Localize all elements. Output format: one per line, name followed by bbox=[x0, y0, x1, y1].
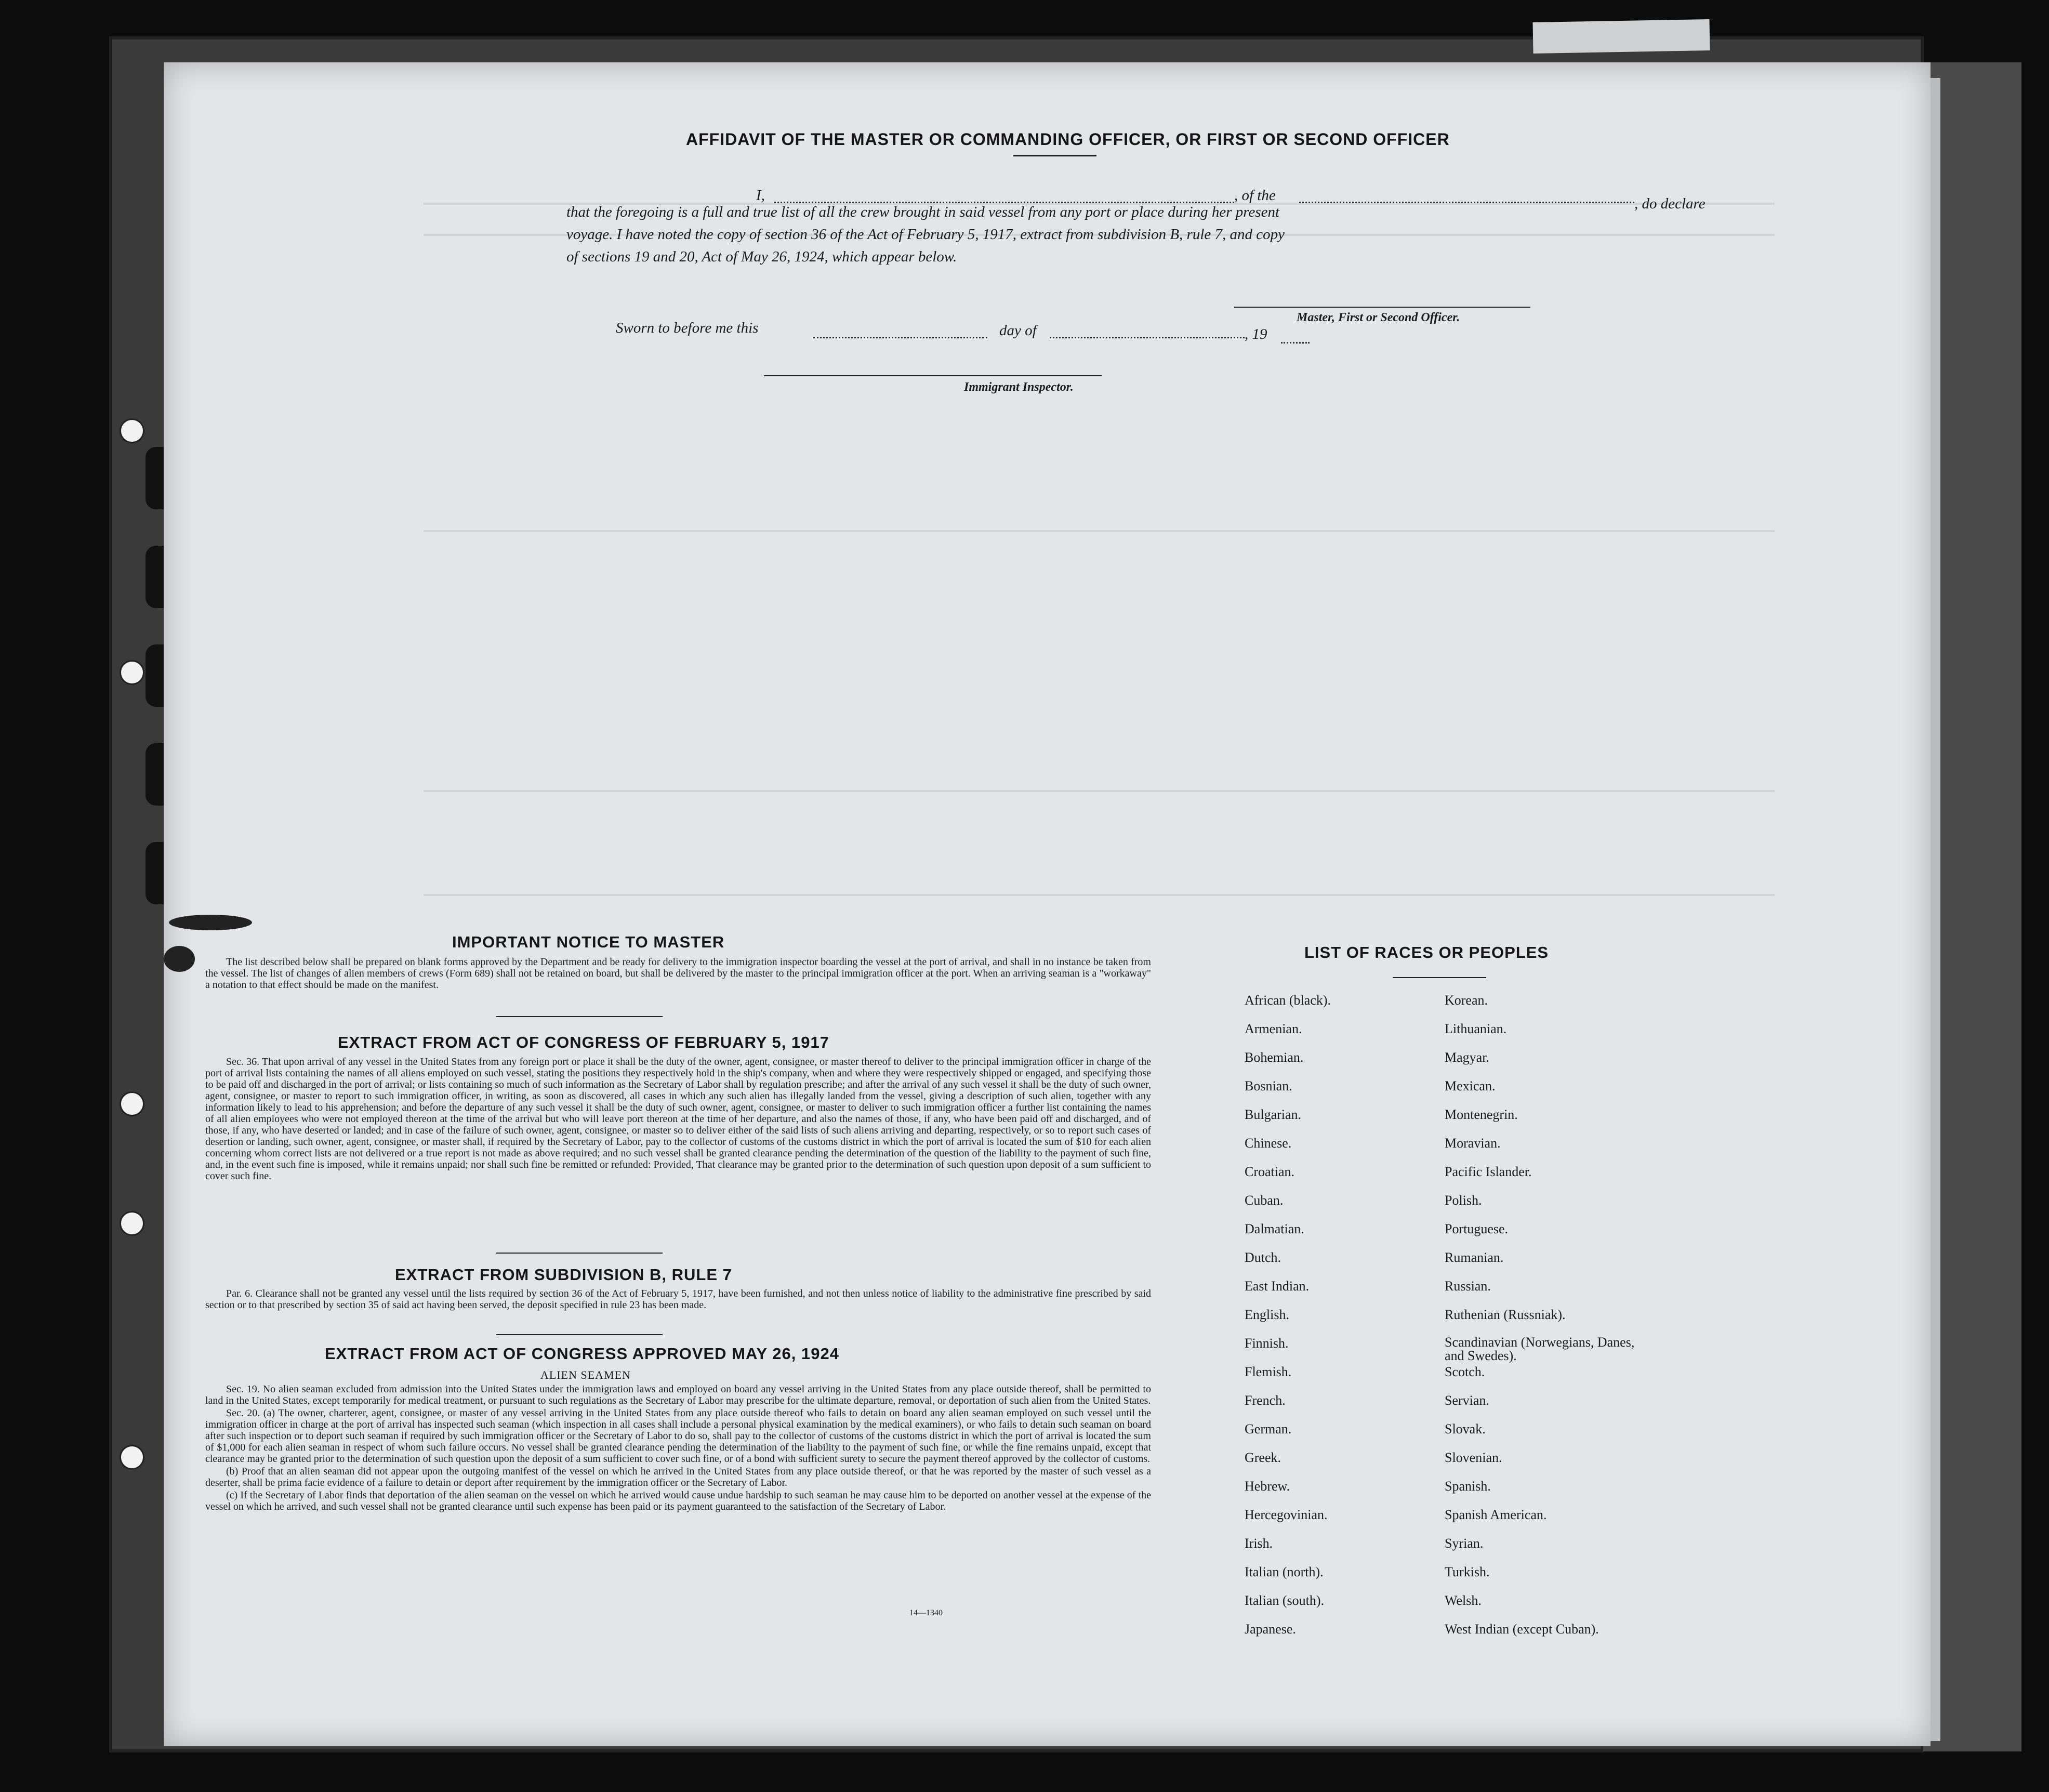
list-item: German. bbox=[1245, 1421, 1292, 1437]
affidavit-line-3: voyage. I have noted the copy of section 36 of the Act of February 5, 1917, extract from subdivision B, rule 7, and copy bbox=[566, 226, 1285, 243]
affidavit-of-the: , of the bbox=[1234, 187, 1276, 204]
list-item: Russian. bbox=[1445, 1279, 1491, 1294]
extract-1924-text: Sec. 19. No alien seaman excluded from admission into the United States under the immigration laws and employed on board any vessel arriving in the United States from any place outside thereof, shall be permitted to land in the United States, except temporarily for medical treatment, or pursuant to such regulations as the Secretary of Labor may prescribe for the ultimate departure, removal, or deportation of such alien from the United States. Sec. 20. (a) The owner, charterer, agent, consignee, or master of any vessel arriving in the United States from any place outside thereof who fails to detain on board any alien seaman employed on such vessel until the immigration officer in charge at the port of arrival has inspected such seaman (which inspection in all cases shall include a personal physical examination by the medical examiners), or who fails to detain such seaman on board after such inspection or to deport such seaman if required by such immigration officer or the Secretary of Labor to do so, shall pay to the collector of customs of the customs district in which the port of arrival is located the sum of $1,000 for each alien seaman in respect of whom such failure occurs. No vessel shall be granted clearance pending the determination of the liability to the payment of such fine, or while the fine remains unpaid, except that clearance may be granted prior to the determination of such question upon the deposit of a sum sufficient to cover such fine, or of a bond with sufficient surety to secure the payment thereof approved by the collector of customs. (b) Proof that an alien seaman did not appear upon the outgoing manifest of the vessel on which he arrived in the United States from any place outside thereof, or that he was reported by the master of such vessel as a deserter, shall be prima facie evidence of a failure to detain or deport after requirement by the immigration officer or the Secretary of Labor. (c) If the Secretary of Labor finds that deportation of the alien seaman on the vessel on which he arrived would cause undue hardship to such seaman he may cause him to be deported on another vessel at the expense of the vessel on which he arrived, and such vessel shall not be granted clearance until such expense has been paid or its payment guaranteed to the satisfaction of the Secretary of Labor. bbox=[205, 1383, 1151, 1512]
list-item: Dutch. bbox=[1245, 1250, 1281, 1265]
list-item: Rumanian. bbox=[1445, 1250, 1504, 1265]
list-item: Turkish. bbox=[1445, 1564, 1490, 1579]
list-item: Spanish. bbox=[1445, 1479, 1491, 1494]
sworn-month-blank[interactable] bbox=[1050, 337, 1245, 338]
list-item: English. bbox=[1245, 1307, 1289, 1322]
list-item: Spanish American. bbox=[1445, 1507, 1547, 1522]
list-item: East Indian. bbox=[1245, 1279, 1310, 1294]
list-item: Dalmatian. bbox=[1245, 1221, 1304, 1236]
punch-hole bbox=[120, 418, 144, 443]
affidavit-line-2: that the foregoing is a full and true list of all the crew brought in said vessel from any port or place during her present bbox=[566, 204, 1280, 220]
list-item: Bohemian. bbox=[1245, 1050, 1304, 1065]
list-item: African (black). bbox=[1245, 993, 1331, 1008]
races-column-2 bbox=[1445, 993, 1663, 1650]
name-blank[interactable] bbox=[774, 202, 1234, 203]
year-label: , 19 bbox=[1245, 326, 1267, 342]
alien-seamen-subtitle: ALIEN SEAMEN bbox=[540, 1368, 631, 1381]
inspector-signature-line[interactable] bbox=[764, 375, 1102, 376]
master-signature-label: Master, First or Second Officer. bbox=[1297, 311, 1460, 324]
list-item: Italian (south). bbox=[1245, 1593, 1325, 1608]
sworn-day-blank[interactable] bbox=[813, 337, 987, 338]
sworn-label: Sworn to before me this bbox=[616, 320, 759, 336]
divider bbox=[496, 1253, 663, 1254]
list-item: Moravian. bbox=[1445, 1136, 1501, 1151]
document-page bbox=[164, 62, 1931, 1746]
list-item: Lithuanian. bbox=[1445, 1021, 1507, 1036]
notice-title: IMPORTANT NOTICE TO MASTER bbox=[452, 933, 725, 951]
title-underline bbox=[1013, 155, 1096, 156]
divider bbox=[496, 1016, 663, 1017]
list-item: Slovak. bbox=[1445, 1421, 1486, 1437]
list-item: Japanese. bbox=[1245, 1622, 1296, 1637]
list-item: Greek. bbox=[1245, 1450, 1281, 1465]
list-item: Hercegovinian. bbox=[1245, 1507, 1328, 1522]
punch-hole bbox=[120, 1091, 144, 1116]
list-item: Magyar. bbox=[1445, 1050, 1489, 1065]
list-item: Hebrew. bbox=[1245, 1479, 1290, 1494]
vessel-blank[interactable] bbox=[1299, 202, 1634, 203]
list-item: Finnish. bbox=[1245, 1336, 1289, 1351]
list-item: Portuguese. bbox=[1445, 1221, 1509, 1236]
list-item: Croatian. bbox=[1245, 1164, 1295, 1179]
extract-rule7-title: EXTRACT FROM SUBDIVISION B, RULE 7 bbox=[395, 1266, 732, 1284]
list-item: Scandinavian (Norwegians, Danes, and Swedes). bbox=[1445, 1335, 1635, 1363]
affidavit-do-declare: , do declare bbox=[1634, 195, 1706, 212]
master-signature-line[interactable] bbox=[1234, 307, 1530, 308]
list-item: Slovenian. bbox=[1445, 1450, 1502, 1465]
punch-hole bbox=[120, 1211, 144, 1236]
races-column-1 bbox=[1245, 993, 1331, 1650]
extract-1917-text: Sec. 36. That upon arrival of any vessel in the United States from any foreign port or place it shall be the duty of the owner, agent, consignee, or master thereof to deliver to the principal immigration officer in charge of the port of arrival lists containing the names of all aliens employed on such vessel, stating the positions they respectively hold in the ship's company, when and where they were respectively shipped or engaged, and specifying those to be paid off and discharged in the port of arrival; or lists containing so much of such information as the Secretary of Labor shall by regulation prescribe; and after the arrival of any such vessel it shall be the duty of such owner, agent, consignee, or master to report to such immigration officer, in writing, as soon as discovered, all cases in which any such alien has illegally landed from the vessel, giving a description of such alien, together with any information likely to lead to his apprehension; and before the departure of any such vessel it shall be the duty of such owner, agent, consignee, or master to deliver to such immigration officer a further list containing the names of all alien employees who were not employed thereon at the time of the arrival but who will leave port thereon at the time of her departure, and also the names of those, if any, who have been paid off and discharged, and of those, if any, who have deserted or landed; and in case of the failure of such owner, agent, consignee, or master so to deliver either of the said lists of such aliens arriving and departing, respectively, or so to report such cases of desertion or landing, such owner, agent, consignee, or master shall, if required by the Secretary of Labor, pay to the collector of customs of the customs district in which the port of arrival is located the sum of $10 for each alien concerning whom correct lists are not delivered or a true report is not made as above required; and no such vessel shall be granted clearance pending the determination of the question of the liability to the payment of such fine, and, in the event such fine is imposed, while it remains unpaid; nor shall such fine be remitted or refunded: Provided, That clearance may be granted prior to the determination of such question upon deposit of a sum sufficient to cover such fine. bbox=[205, 1056, 1151, 1182]
divider bbox=[496, 1334, 663, 1335]
list-item: Cuban. bbox=[1245, 1193, 1284, 1208]
list-item: French. bbox=[1245, 1393, 1286, 1408]
races-title: LIST OF RACES OR PEOPLES bbox=[1304, 943, 1549, 961]
list-item: Flemish. bbox=[1245, 1364, 1292, 1379]
list-item: Servian. bbox=[1445, 1393, 1489, 1408]
list-item: Scotch. bbox=[1445, 1364, 1485, 1379]
punch-hole bbox=[120, 1445, 144, 1470]
list-item: Bulgarian. bbox=[1245, 1107, 1302, 1122]
list-item: Welsh. bbox=[1445, 1593, 1482, 1608]
divider bbox=[1393, 977, 1486, 978]
list-item: Bosnian. bbox=[1245, 1078, 1292, 1093]
list-item: Ruthenian (Russniak). bbox=[1445, 1307, 1566, 1322]
list-item: Irish. bbox=[1245, 1536, 1273, 1551]
list-item: Korean. bbox=[1445, 993, 1488, 1008]
year-blank[interactable] bbox=[1281, 342, 1310, 344]
torn-paper-strip bbox=[1533, 19, 1710, 54]
list-item: Montenegrin. bbox=[1445, 1107, 1518, 1122]
ink-stain bbox=[169, 915, 252, 930]
form-number: 14—1340 bbox=[909, 1609, 943, 1617]
punch-hole bbox=[120, 660, 144, 685]
list-item: Pacific Islander. bbox=[1445, 1164, 1532, 1179]
affidavit-title: AFFIDAVIT OF THE MASTER OR COMMANDING OFFICER, OR FIRST OR SECOND OFFICER bbox=[686, 130, 1450, 149]
list-item: Polish. bbox=[1445, 1193, 1482, 1208]
affidavit-line-4: of sections 19 and 20, Act of May 26, 1924, which appear below. bbox=[566, 248, 957, 265]
extract-1924-title: EXTRACT FROM ACT OF CONGRESS APPROVED MAY 26, 1924 bbox=[325, 1345, 839, 1363]
list-item: Chinese. bbox=[1245, 1136, 1292, 1151]
affidavit-i-label: I, bbox=[756, 187, 765, 204]
day-of-label: day of bbox=[999, 322, 1037, 339]
list-item: Mexican. bbox=[1445, 1078, 1496, 1093]
extract-rule7-text: Par. 6. Clearance shall not be granted any vessel until the lists required by section 36 of the Act of February 5, 1917, have been furnished, and not then unless notice of liability to the administrative fine prescribed by said section or to that prescribed by section 35 of said act having been served, the deposit specified in rule 23 has been made. bbox=[205, 1288, 1151, 1311]
list-item: Italian (north). bbox=[1245, 1564, 1324, 1579]
list-item: West Indian (except Cuban). bbox=[1445, 1622, 1599, 1637]
ink-stain bbox=[164, 946, 195, 972]
list-item: Syrian. bbox=[1445, 1536, 1484, 1551]
notice-text: The list described below shall be prepared on blank forms approved by the Department and be ready for delivery to the immigration inspector boarding the vessel at the port of arrival, and shall in no instance be taken from the vessel. The list of changes of alien members of crews (Form 689) shall not be retained on board, but shall be delivered by the master to the principal immigration officer at the port. When an arriving seaman is a "workaway" a notation to that effect should be made on the manifest. bbox=[205, 956, 1151, 991]
extract-1917-title: EXTRACT FROM ACT OF CONGRESS OF FEBRUARY 5, 1917 bbox=[338, 1033, 829, 1051]
list-item: Armenian. bbox=[1245, 1021, 1302, 1036]
inspector-label: Immigrant Inspector. bbox=[964, 380, 1074, 394]
